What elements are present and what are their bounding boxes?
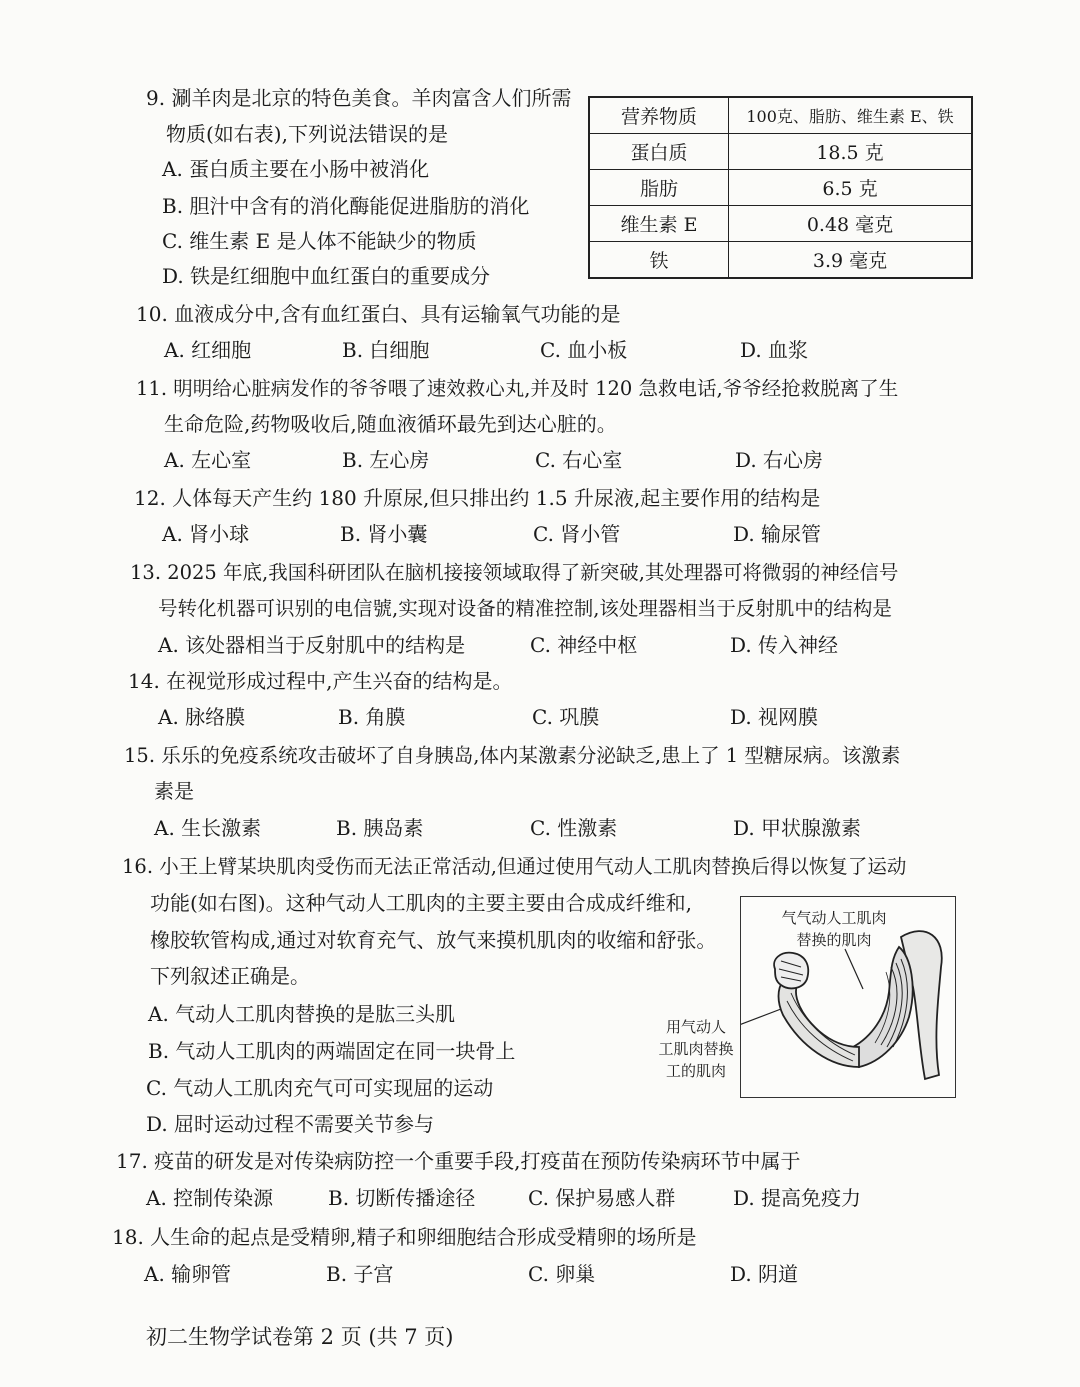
- q9-option-a: A. 蛋白质主要在小肠中被消化: [162, 157, 430, 181]
- q10-stem: 10. 血液成分中,含有血红蛋白、具有运输氧气功能的是: [136, 302, 621, 326]
- arm-illustration: [741, 897, 955, 1097]
- q9-option-d: D. 铁是红细胞中血红蛋白的重要成分: [162, 264, 491, 288]
- q12-stem: 12. 人体每天产生约 180 升原尿,但只排出约 1.5 升尿液,起主要作用的结构是: [134, 486, 821, 510]
- q16-option-d: D. 屈时运动过程不需要关节参与: [146, 1112, 435, 1136]
- q9-stem-line2: 物质(如右表),下列说法错误的是: [166, 122, 448, 146]
- table-header-row: [589, 97, 972, 134]
- q16-stem-line2: 功能(如右图)。这种气动人工肌肉的主要主要由合成成纤维和,: [150, 891, 692, 915]
- q11-option-a: A. 左心室: [164, 448, 252, 472]
- q18-option-c: C. 卵巢: [528, 1262, 596, 1286]
- q11-stem-line1: 11. 明明给心脏病发作的爷爷喂了速效救心丸,并及时 120 急救电话,爷爷经抢救脱离了生: [136, 377, 899, 400]
- q11-stem-line2: 生命危险,药物吸收后,随血液循环最先到达心脏的。: [164, 412, 617, 436]
- figure-label-left-line2: 工肌肉替换: [658, 1040, 734, 1058]
- q16-stem-line4: 下列叙述正确是。: [150, 964, 310, 988]
- page-footer: 初二生物学试卷第 2 页 (共 7 页): [146, 1325, 454, 1349]
- q13-stem-line1: 13. 2025 年底,我国科研团队在脑机接接领域取得了新突破,其处理器可将微弱的神经信号: [130, 561, 899, 584]
- table-cell: 蛋白质: [589, 134, 729, 170]
- q12-option-a: A. 肾小球: [162, 522, 250, 546]
- q9-stem-line1: 9. 涮羊肉是北京的特色美食。羊肉富含人们所需: [146, 86, 572, 110]
- q18-stem: 18. 人生命的起点是受精卵,精子和卵细胞结合形成受精卵的场所是: [112, 1225, 697, 1249]
- artificial-muscle-arm-figure: [740, 896, 956, 1098]
- q17-option-b: B. 切断传播途径: [328, 1186, 476, 1210]
- q16-option-c: C. 气动人工肌肉充气可可实现屈的运动: [146, 1076, 494, 1100]
- figure-label-top-line1: 气气动人工肌肉: [781, 909, 887, 927]
- q17-stem: 17. 疫苗的研发是对传染病防控一个重要手段,打疫苗在预防传染病环节中属于: [116, 1149, 801, 1173]
- q10-option-a: A. 红细胞: [164, 338, 252, 362]
- q16-stem-line3: 橡胶软管构成,通过对软育充气、放气来摸机肌肉的收缩和舒张。: [150, 928, 717, 952]
- q12-option-b: B. 肾小囊: [340, 522, 428, 546]
- q15-stem-line1: 15. 乐乐的免疫系统攻击破坏了自身胰岛,体内某激素分泌缺乏,患上了 1 型糖尿病。该激素: [124, 744, 901, 767]
- q13-stem-line2: 号转化机器可识别的电信號,实现对设备的精准控制,该处理器相当于反射肌中的结构是: [158, 597, 892, 620]
- table-header-cell: 营养物质: [589, 97, 729, 134]
- figure-label-left-line3: 工的肌肉: [665, 1062, 726, 1080]
- q10-option-b: B. 白细胞: [342, 338, 430, 362]
- table-cell: 维生素 E: [589, 206, 729, 242]
- q15-stem-line2: 素是: [154, 779, 194, 803]
- table-cell: 3.9 毫克: [729, 242, 973, 279]
- q13-option-d: D. 传入神经: [730, 633, 839, 657]
- figure-label-top-line2: 替换的肌肉: [796, 931, 872, 949]
- q9-option-b: B. 胆汁中含有的消化酶能促进脂肪的消化: [162, 194, 530, 218]
- q15-option-a: A. 生长激素: [154, 816, 262, 840]
- table-cell: 18.5 克: [729, 134, 973, 170]
- q18-option-b: B. 子宫: [326, 1262, 394, 1286]
- q18-option-d: D. 阴道: [730, 1262, 799, 1286]
- nutrition-table: [588, 96, 973, 279]
- q15-option-b: B. 胰岛素: [336, 816, 424, 840]
- q11-option-c: C. 右心室: [535, 448, 623, 472]
- table-row: [589, 206, 972, 242]
- q17-option-a: A. 控制传染源: [146, 1186, 274, 1210]
- q15-option-d: D. 甲状腺激素: [733, 816, 862, 840]
- figure-label-left: [648, 1016, 744, 1082]
- q11-option-b: B. 左心房: [342, 448, 430, 472]
- figure-label-left-line1: 用气动人: [665, 1018, 726, 1036]
- q16-option-a: A. 气动人工肌肉替换的是肱三头肌: [148, 1002, 456, 1026]
- q18-option-a: A. 输卵管: [144, 1262, 232, 1286]
- q9-option-c: C. 维生素 E 是人体不能缺少的物质: [162, 229, 477, 253]
- q12-option-d: D. 输尿管: [733, 522, 822, 546]
- table-row: [589, 170, 972, 206]
- q16-stem-line1: 16. 小王上臂某块肌肉受伤而无法正常活动,但通过使用气动人工肌肉替换后得以恢复了运动: [122, 855, 907, 878]
- table-row: [589, 242, 972, 279]
- table-row: [589, 134, 972, 170]
- q11-option-d: D. 右心房: [735, 448, 824, 472]
- q12-option-c: C. 肾小管: [533, 522, 621, 546]
- q14-option-b: B. 角膜: [338, 705, 406, 729]
- table-cell: 铁: [589, 242, 729, 279]
- table-header-cell: 100克、脂肪、维生素 E、铁: [729, 97, 973, 134]
- q14-option-c: C. 巩膜: [532, 705, 600, 729]
- q16-option-b: B. 气动人工肌肉的两端固定在同一块骨上: [148, 1039, 516, 1063]
- q17-option-c: C. 保护易感人群: [528, 1186, 676, 1210]
- q10-option-c: C. 血小板: [540, 338, 628, 362]
- q14-stem: 14. 在视觉形成过程中,产生兴奋的结构是。: [128, 669, 513, 693]
- table-cell: 脂肪: [589, 170, 729, 206]
- q17-option-d: D. 提高免疫力: [733, 1186, 862, 1210]
- q14-option-d: D. 视网膜: [730, 705, 819, 729]
- table-cell: 6.5 克: [729, 170, 973, 206]
- table-cell: 0.48 毫克: [729, 206, 973, 242]
- q13-option-c: C. 神经中枢: [530, 633, 638, 657]
- q13-option-a: A. 该处器相当于反射肌中的结构是: [158, 633, 466, 657]
- q15-option-c: C. 性激素: [530, 816, 618, 840]
- q14-option-a: A. 脉络膜: [158, 705, 246, 729]
- q10-option-d: D. 血浆: [740, 338, 809, 362]
